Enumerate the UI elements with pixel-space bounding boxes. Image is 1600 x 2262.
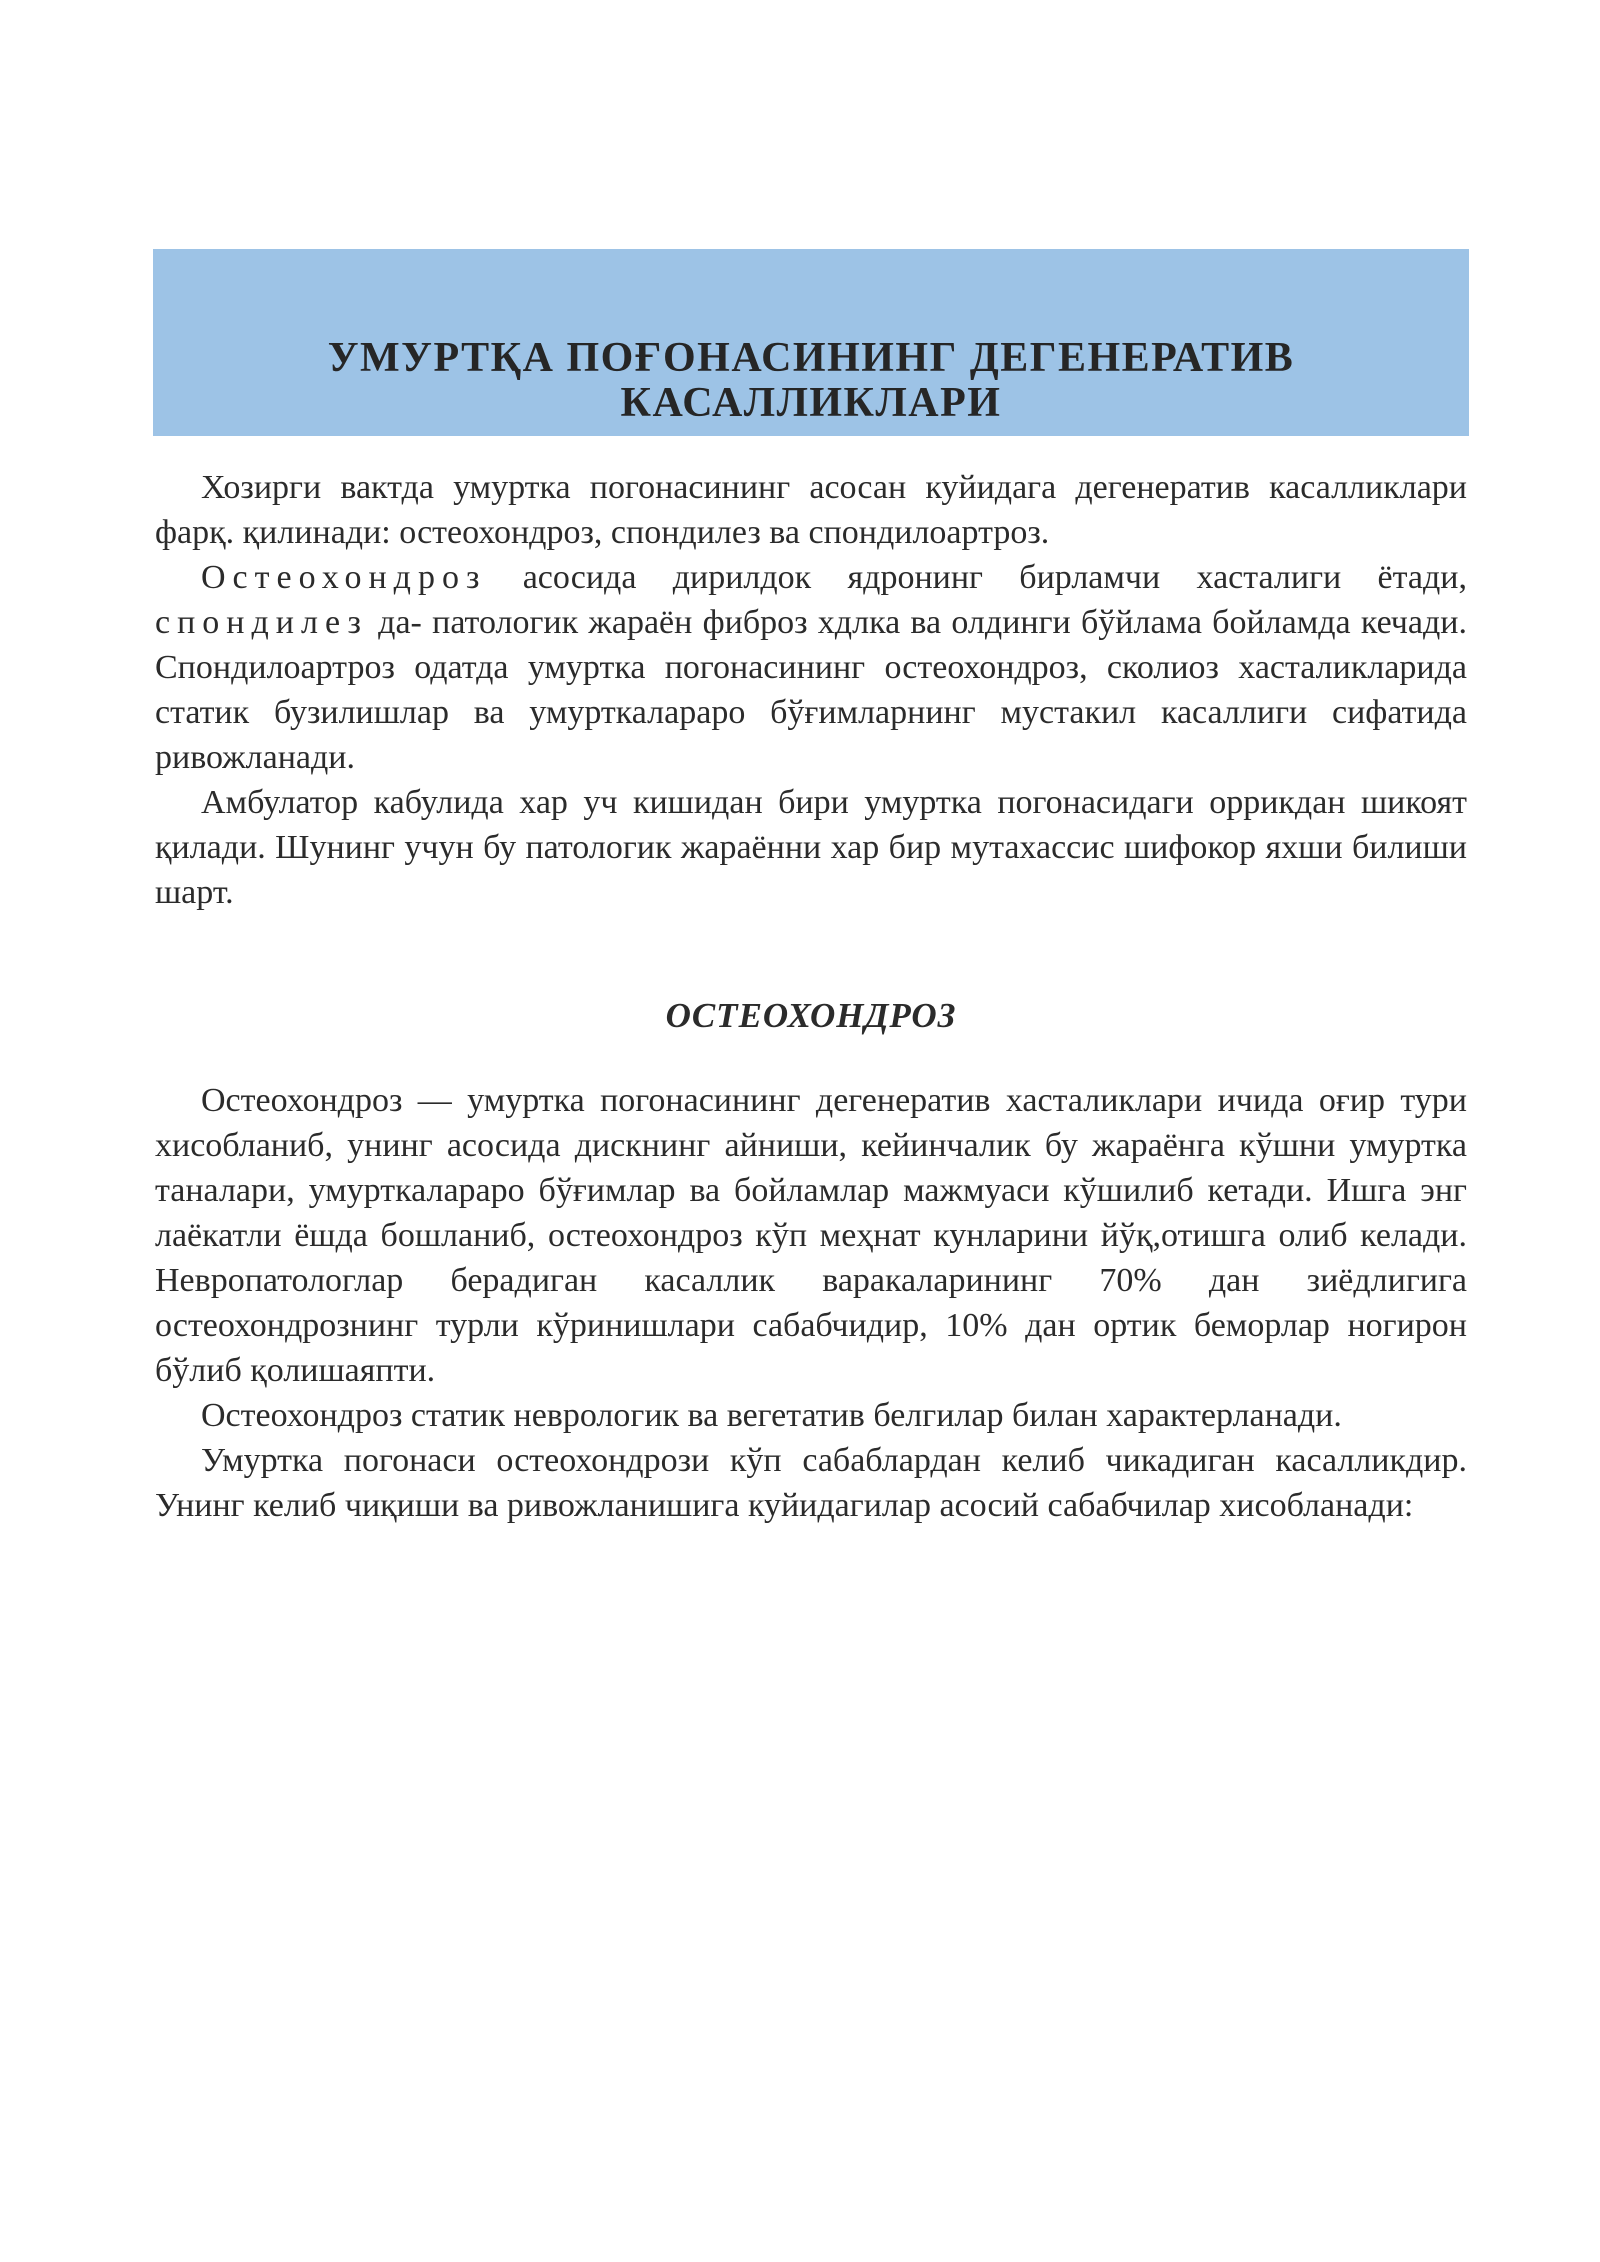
section-paragraph-3: Умуртка погонаси остеохондрози кўп сабаблардан келиб чикадиган касалликдир. Унинг келиб чиқиши ва ривожланишига куйидагилар асосий сабабчилар хисобланади: bbox=[155, 1442, 1467, 1524]
intro-paragraph-1: Хозирги вактда умуртка погонасининг асосан куйидага дегенератив касалликлари фарқ. қилинади: остеохондроз, спондилез ва спондилоартроз. bbox=[155, 469, 1467, 551]
intro-paragraph-2-part-1: асосида дирилдок ядронинг бирламчи хасталиги ётади, bbox=[486, 559, 1467, 596]
intro-paragraph-3: Амбулатор кабулида хар уч кишидан бири умуртка погонасидаги оррикдан шикоят қилади. Шунинг учун бу патологик жараённи хар бир мутахассис шифокор яхши билиши шарт. bbox=[155, 784, 1467, 911]
intro-section bbox=[155, 465, 1467, 915]
section-paragraph-1: Остеохондроз — умуртка погонасининг дегенератив хасталиклари ичида оғир тури хисобланиб, унинг асосида дискнинг айниши, кейинчалик бу жараёнга кўшни умуртка таналари, умурткалараро бўғимлар ва бойламлар мажмуаси кўшилиб кетади. Ишга энг лаёкатли ёшда бошланиб, остеохондроз кўп меҳнат кунларини йўқ,отишга олиб келади. Невропатологлар берадиган касаллик варакаларининг 70% дан зиёдлигига остеохондрознинг турли кўринишлари сабабчидир, 10% дан ортик беморлар ногирон бўлиб қолишаяпти. bbox=[155, 1082, 1467, 1389]
intro-paragraph-2-part-2: да- патологик жараён фиброз хдлка ва олдинги бўйлама бойламда кечади. Спондилоартроз одатда умуртка погонасининг остеохондроз, сколиоз хасталикларида статик бузилишлар ва умурткалараро бўғимларнинг мустакил касаллиги сифатида ривожланади. bbox=[155, 604, 1467, 776]
osteochondrosis-section bbox=[155, 1078, 1467, 1528]
intro-paragraph-2 bbox=[155, 555, 1467, 780]
page-title: УМУРТҚА ПОҒОНАСИНИНГ ДЕГЕНЕРАТИВ КАСАЛЛИКЛАРИ bbox=[327, 335, 1295, 426]
term-osteochondrosis: Остеохондроз bbox=[201, 559, 487, 596]
section-paragraph-2: Остеохондроз статик неврологик ва вегетатив белгилар билан характерланади. bbox=[201, 1397, 1342, 1434]
term-spondylosis: спондилез bbox=[155, 604, 368, 641]
section-heading: ОСТЕОХОНДРОЗ bbox=[665, 996, 957, 1035]
